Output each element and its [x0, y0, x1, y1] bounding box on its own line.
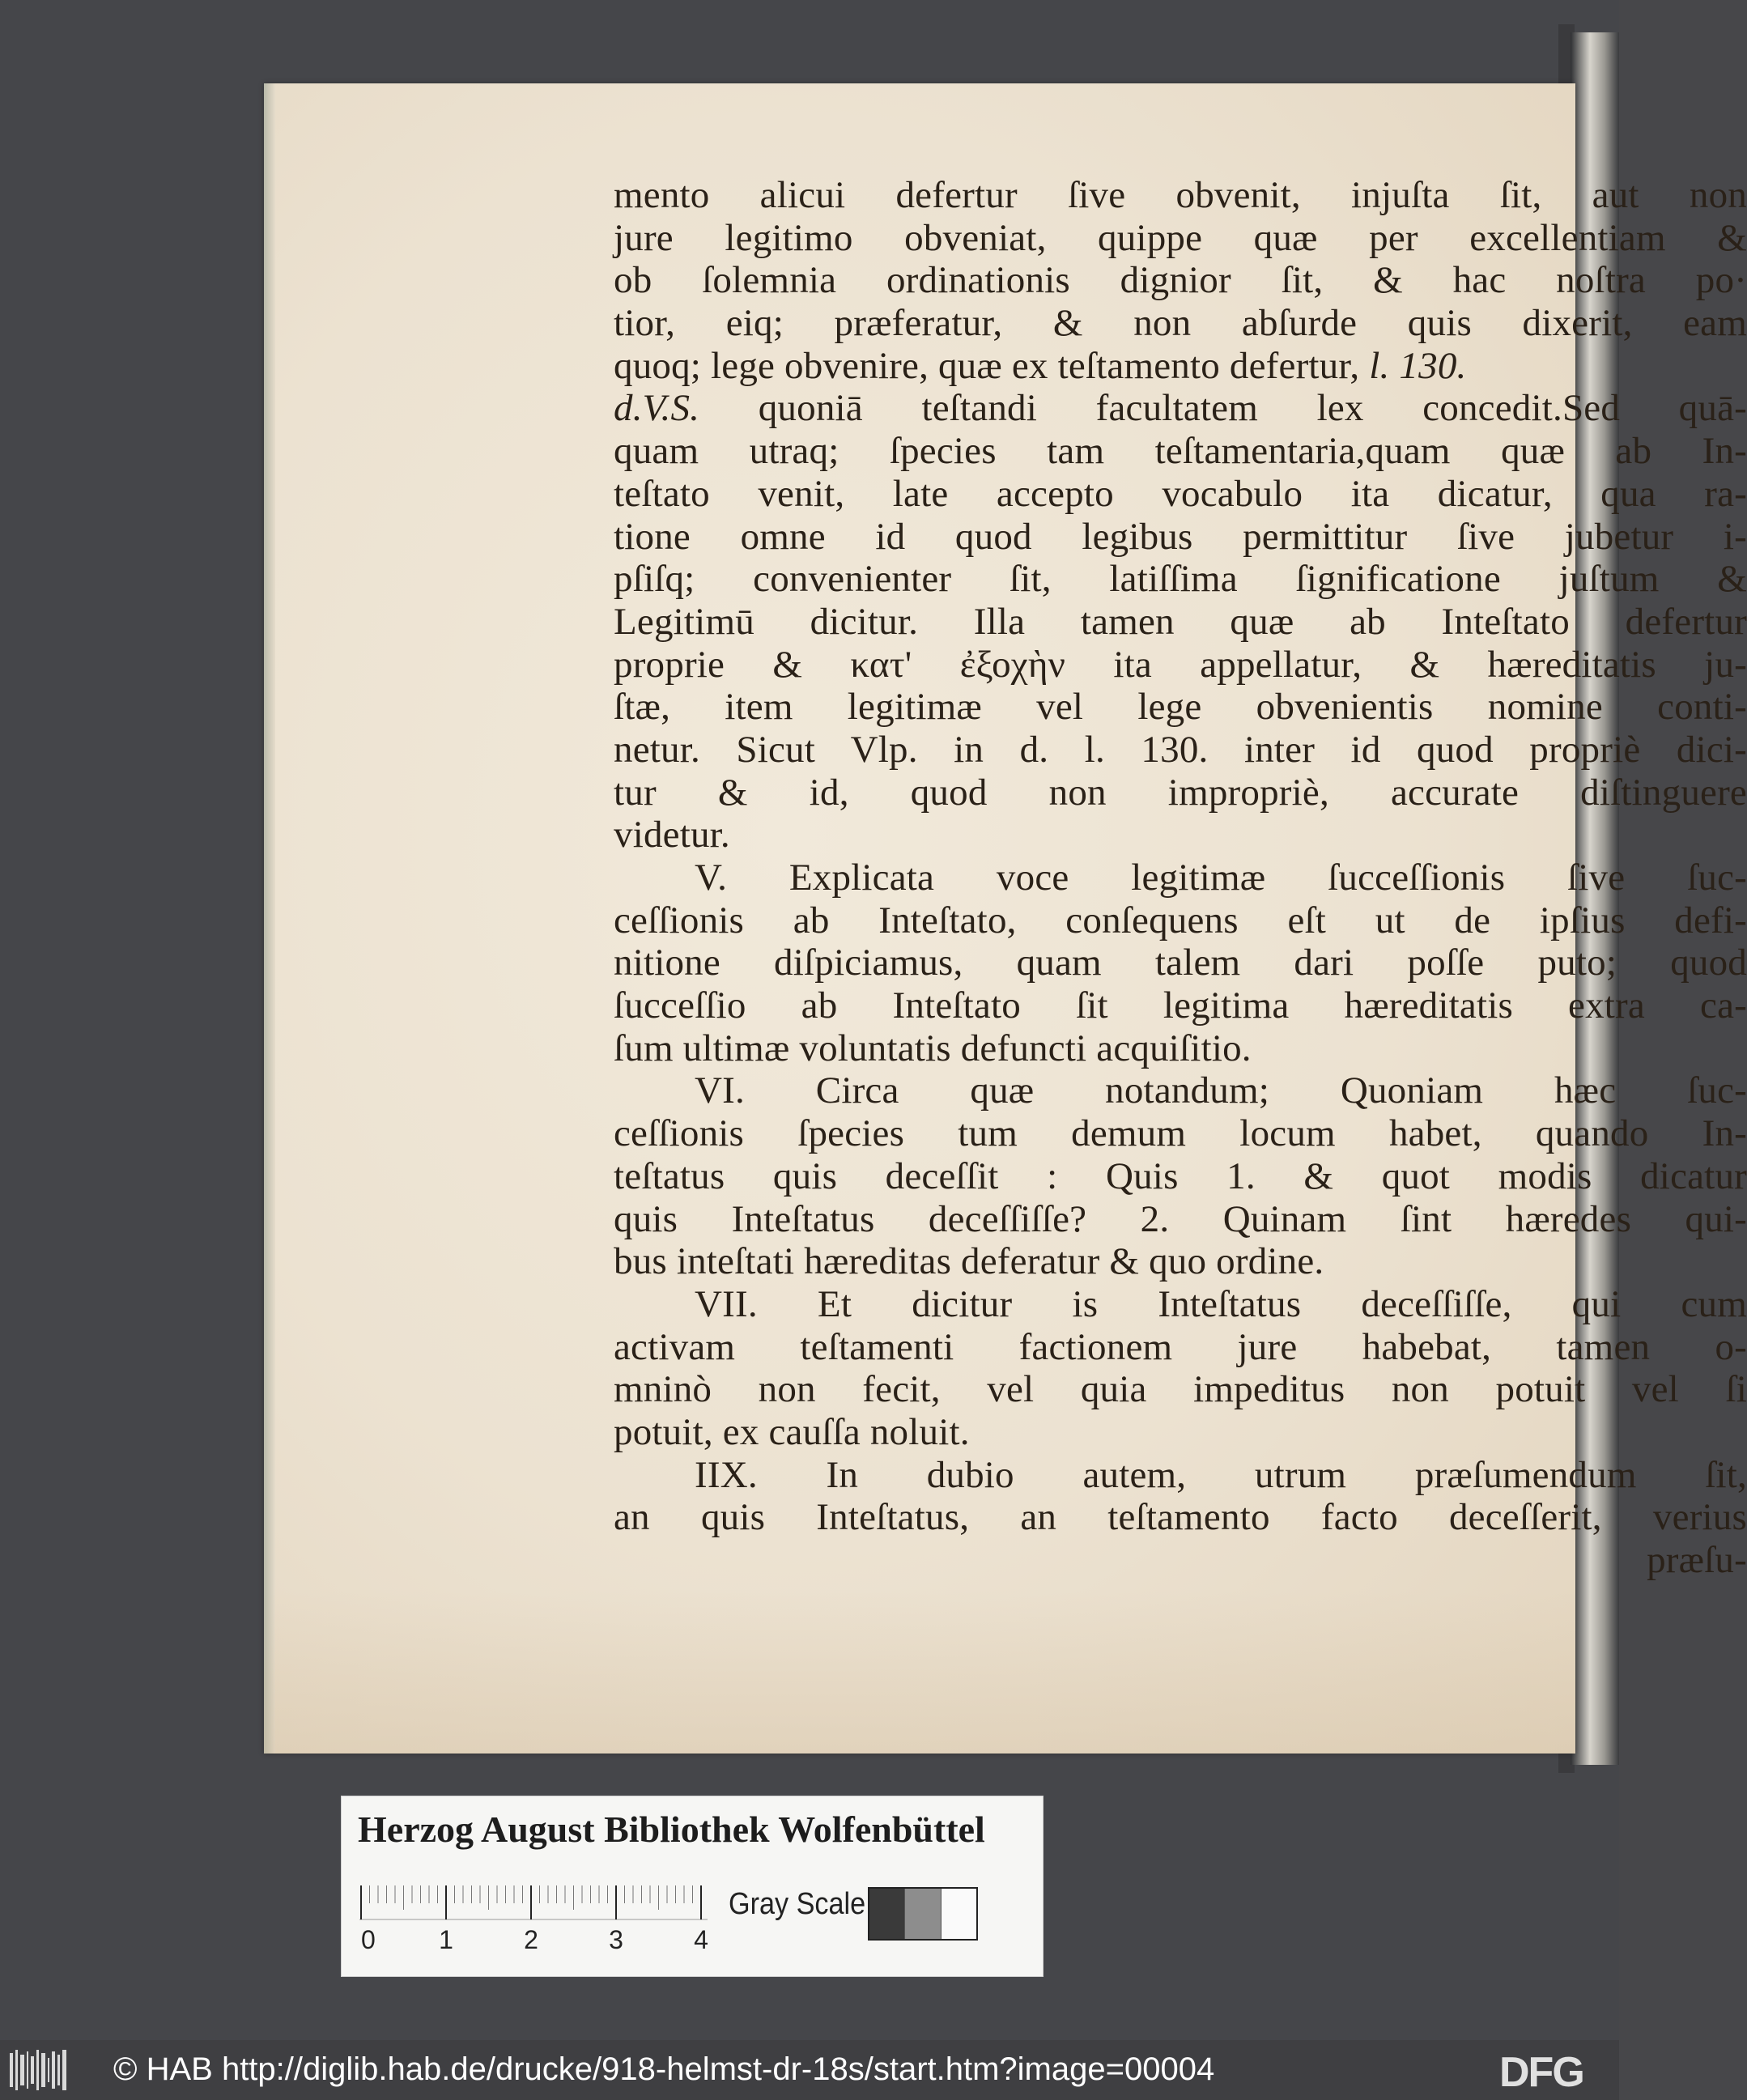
text-line — [614, 601, 1747, 644]
text-line — [614, 1411, 1747, 1454]
ruler-number: 1 — [439, 1925, 453, 1954]
text-line — [614, 1027, 1747, 1070]
ruler-number: 0 — [361, 1925, 376, 1954]
gray-scale-swatches — [868, 1887, 978, 1941]
gray-swatch — [904, 1889, 940, 1939]
gray-swatch — [869, 1889, 904, 1939]
text-line — [614, 259, 1747, 302]
page-text — [614, 174, 1747, 1582]
text-line — [614, 558, 1747, 601]
line-text: netur. Sicut Vlp. in d. l. 130. inter id quod propriè dici- — [614, 728, 1747, 771]
text-line — [614, 217, 1747, 260]
text-line — [614, 1368, 1747, 1411]
text-line — [614, 686, 1747, 729]
ruler-number: 4 — [694, 1925, 708, 1954]
footer-bar — [0, 2040, 1619, 2100]
line-text: videtur. — [614, 814, 730, 857]
dfg-logo: DFG — [1499, 2049, 1583, 2096]
line-text: mento alicui defertur ſive obvenit, injuſta ſit, aut non — [614, 174, 1747, 216]
text-line — [614, 942, 1747, 984]
line-text: ceſſionis ab Inteſtato, conſequens eſt ut de ipſius defi- — [614, 899, 1747, 942]
library-name: Herzog August Bibliothek Wolfenbüttel — [358, 1809, 985, 1850]
line-text: teſtato venit, late accepto vocabulo ita dicatur, qua ra- — [614, 472, 1747, 515]
text-line — [614, 516, 1747, 559]
line-text: mninò non fecit, vel quia impeditus non potuit vel ſi — [614, 1368, 1747, 1411]
line-text: nitione diſpiciamus, quam talem dari poſſe puto; quod — [614, 942, 1747, 984]
text-line — [614, 387, 1747, 430]
line-text: bus inteſtati hæreditas deferatur & quo ordine. — [614, 1240, 1324, 1283]
line-text: ſum ultimæ voluntatis defuncti acquiſitio. — [614, 1027, 1252, 1069]
line-text: tur & id, quod non impropriè, accurate diſtinguere — [614, 771, 1747, 814]
text-line — [614, 644, 1747, 687]
line-text: pſiſq; convenienter ſit, latiſſima ſignificatione juſtum & — [614, 558, 1747, 601]
line-text: tior, eiq; præferatur, & non abſurde quis dixerit, eam — [614, 302, 1747, 345]
catchword: præſu- — [1647, 1539, 1747, 1581]
line-text: jure legitimo obveniat, quippe quæ per excellentiam & — [614, 216, 1747, 259]
citation: l. 130. — [1359, 344, 1467, 387]
text-line — [614, 1198, 1747, 1241]
line-text: proprie & κατ' ἐξοχὴν ita appellatur, & hæreditatis ju- — [614, 643, 1747, 686]
text-line — [614, 1326, 1747, 1369]
line-text: quoq; lege obvenire, quæ ex teſtamento defertur, — [614, 344, 1360, 387]
ruler-number: 3 — [609, 1925, 623, 1954]
barcode-icon — [10, 2050, 70, 2090]
copyright-url: © HAB http://diglib.hab.de/drucke/918-helmst-dr-18s/start.htm?image=00004 — [113, 2051, 1215, 2087]
text-line — [614, 1283, 1747, 1326]
text-line — [614, 1112, 1747, 1155]
text-line — [614, 1069, 1747, 1112]
line-text: ſucceſſio ab Inteſtato ſit legitima hæreditatis extra ca- — [614, 984, 1747, 1027]
book-page — [264, 83, 1747, 1754]
text-line — [614, 473, 1747, 516]
text-line — [614, 899, 1747, 942]
line-text: ſtæ, item legitimæ vel lege obvenientis nomine conti- — [614, 686, 1747, 729]
text-line — [614, 1496, 1747, 1539]
text-line — [614, 857, 1747, 899]
line-text: activam teſtamenti factionem jure habebat, tamen o- — [614, 1325, 1747, 1368]
line-text: VI. Circa quæ notandum; Quoniam hæc ſuc- — [695, 1069, 1747, 1112]
color-scale-card — [341, 1796, 1044, 1977]
line-text: ob ſolemnia ordinationis dignior ſit, & hac noſtra po· — [614, 259, 1747, 302]
text-line — [614, 984, 1747, 1027]
line-text: VII. Et dicitur is Inteſtatus deceſſiſſe, qui cum — [695, 1282, 1747, 1325]
gray-swatch — [941, 1889, 976, 1939]
line-text: V. Explicata voce legitimæ ſucceſſionis ſive ſuc- — [695, 857, 1747, 899]
line-text: tione omne id quod legibus permittitur ſive jubetur i- — [614, 515, 1747, 558]
gray-scale-label: Gray Scale — [729, 1887, 866, 1921]
text-line — [614, 430, 1747, 473]
line-text: ceſſionis ſpecies tum demum locum habet, quando In- — [614, 1112, 1747, 1155]
ruler — [359, 1885, 708, 1954]
citation: d.V.S. — [614, 387, 700, 430]
text-line — [614, 1454, 1747, 1497]
line-text: IIX. In dubio autem, utrum præſumendum ſit, — [695, 1453, 1747, 1496]
line-rest: quoniā teſtandi facultatem lex concedit.Sed quā- — [699, 387, 1747, 430]
line-text: an quis Inteſtatus, an teſtamento facto deceſſerit, verius — [614, 1496, 1747, 1539]
line-text: Legitimū dicitur. Illa tamen quæ ab Inteſtato defertur — [614, 600, 1747, 643]
text-line — [614, 729, 1747, 772]
text-line — [614, 174, 1747, 217]
text-line — [614, 814, 1747, 857]
line-text: quam utraq; ſpecies tam teſtamentaria,quam quæ ab In- — [614, 430, 1747, 473]
ruler-number: 2 — [524, 1925, 538, 1954]
line-text: potuit, ex cauſſa noluit. — [614, 1410, 970, 1453]
text-line — [614, 302, 1747, 345]
line-text: quis Inteſtatus deceſſiſſe? 2. Quinam ſint hæredes qui- — [614, 1197, 1747, 1240]
text-line — [614, 1240, 1747, 1283]
text-line — [614, 772, 1747, 814]
text-line — [614, 345, 1747, 388]
text-line — [614, 1155, 1747, 1198]
line-text: teſtatus quis deceſſit : Quis 1. & quot modis dicatur — [614, 1154, 1747, 1197]
